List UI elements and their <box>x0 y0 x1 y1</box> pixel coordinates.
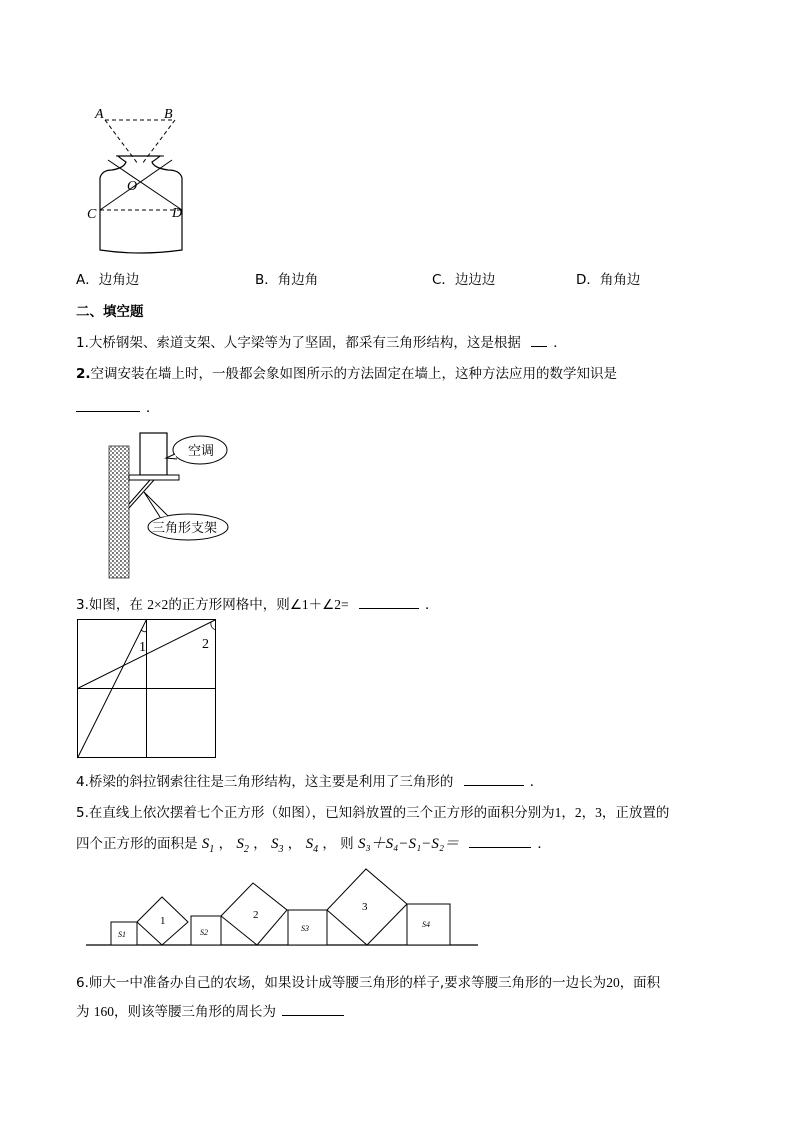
choice-d[interactable] <box>576 268 640 288</box>
q-number: 3. <box>76 597 89 613</box>
upright-square-label-1: S1 <box>118 930 126 939</box>
angle-expr: ∠1＋∠2= <box>289 597 349 612</box>
q-number: 6. <box>76 975 89 991</box>
question-2-answer <box>76 396 160 416</box>
q-text: ，正放置的 <box>601 805 670 821</box>
label-d: D <box>172 206 183 221</box>
choice-text: 角角边 <box>599 272 641 288</box>
ac-label: 空调 <box>188 444 215 459</box>
q-text: 的正方形网格中，则 <box>168 597 290 613</box>
choice-letter: D． <box>576 272 600 288</box>
q-text: 大桥钢架、索道支架、人字梁等为了坚固，都采有三角形结构，这是根据 <box>88 335 521 351</box>
vase-figure <box>80 100 210 260</box>
squares-figure <box>86 866 478 948</box>
upright-square-label-2: S2 <box>200 928 208 937</box>
q-number: 2. <box>76 366 91 382</box>
q-text: 桥梁的斜拉钢索往往是三角形结构，这主要是利用了三角形的 <box>88 774 454 790</box>
q-number: 1. <box>76 335 89 351</box>
bracket-label: 三角形支架 <box>152 521 218 536</box>
q-text: 如图，在 <box>88 597 143 613</box>
answer-blank[interactable] <box>464 784 524 786</box>
upright-square-label-3: S3 <box>301 924 309 933</box>
q-tail: ． <box>529 774 544 790</box>
q-number: 4. <box>76 774 89 790</box>
tilted-square-label-3: 3 <box>362 901 368 913</box>
upright-square-label-4: S4 <box>422 920 430 929</box>
q-text: 在直线上依次摆着七个正方形（如图），已知斜放置的三个正方形的面积分别为 <box>88 805 555 821</box>
tilted-square-label-1: 1 <box>160 915 166 927</box>
q-text: 为 <box>76 1004 90 1020</box>
tilted-square-label-2: 2 <box>253 909 259 921</box>
s1-symbol: $S_1$ <box>201 836 215 855</box>
answer-blank[interactable] <box>359 607 419 609</box>
question-3 <box>76 593 438 613</box>
choice-a[interactable] <box>76 268 139 288</box>
choice-letter: C． <box>432 272 455 288</box>
question-5-line2: 四个正方形的面积是 $S_1$ ， $S_2$ ， $S_3$ ， $S_4$ ， 则 S₃＋S₄−S₁−S₂＝ ． <box>76 836 551 855</box>
answer-blank[interactable] <box>282 1014 344 1016</box>
s4-symbol: $S_4$ <box>305 836 319 855</box>
choice-c[interactable] <box>432 268 495 288</box>
q-number: 5. <box>76 805 89 821</box>
section-title: 二、填空题 <box>76 304 144 320</box>
question-6-line2 <box>76 1000 344 1020</box>
grid-figure <box>77 619 217 759</box>
angle-2-label: 2 <box>202 637 209 652</box>
question-2 <box>76 362 617 382</box>
choice-text: 边角边 <box>98 272 140 288</box>
label-o: O <box>127 179 138 194</box>
question-1 <box>76 331 567 351</box>
ac-figure <box>100 428 240 583</box>
answer-blank[interactable] <box>469 846 531 848</box>
s3-symbol: $S_3$ <box>270 836 284 855</box>
s2-symbol: $S_2$ <box>236 836 249 855</box>
area-expression: S₃＋S₄−S₁−S₂＝ <box>357 836 460 852</box>
q-text: 师大一中准备办自己的农场，如果设计成等腰三角形的样子,要求等腰三角形的一边长为 <box>88 975 607 991</box>
q-tail: ． <box>424 597 439 613</box>
choice-letter: A． <box>76 272 99 288</box>
q-text: ，面积 <box>619 975 661 991</box>
angle-1-label: 1 <box>139 640 146 655</box>
grid-size: 2×2 <box>147 597 169 612</box>
answer-blank[interactable] <box>76 410 140 412</box>
label-a: A <box>95 107 104 122</box>
areas: 1，2，3 <box>554 805 602 820</box>
q-text: 四个正方形的面积是 <box>76 836 198 852</box>
q-text: 空调安装在墙上时，一般都会象如图所示的方法固定在墙上，这种方法应用的数学知识是 <box>90 366 618 382</box>
q-text: ，则该等腰三角形的周长为 <box>114 1004 277 1020</box>
area-value: 160 <box>93 1004 115 1019</box>
q-tail: ． <box>537 836 551 852</box>
q-tail: ． <box>146 400 160 416</box>
label-c: C <box>87 207 97 222</box>
question-5-line1 <box>76 801 669 821</box>
label-b: B <box>164 107 173 122</box>
question-4 <box>76 770 543 790</box>
answer-blank[interactable] <box>531 345 547 347</box>
choice-text: 边边边 <box>454 272 496 288</box>
choice-text: 角边角 <box>277 272 319 288</box>
choice-b[interactable] <box>255 268 318 288</box>
q-tail: ． <box>553 335 567 351</box>
question-6-line1 <box>76 971 660 991</box>
choice-letter: B． <box>255 272 278 288</box>
side-length: 20 <box>606 975 620 990</box>
